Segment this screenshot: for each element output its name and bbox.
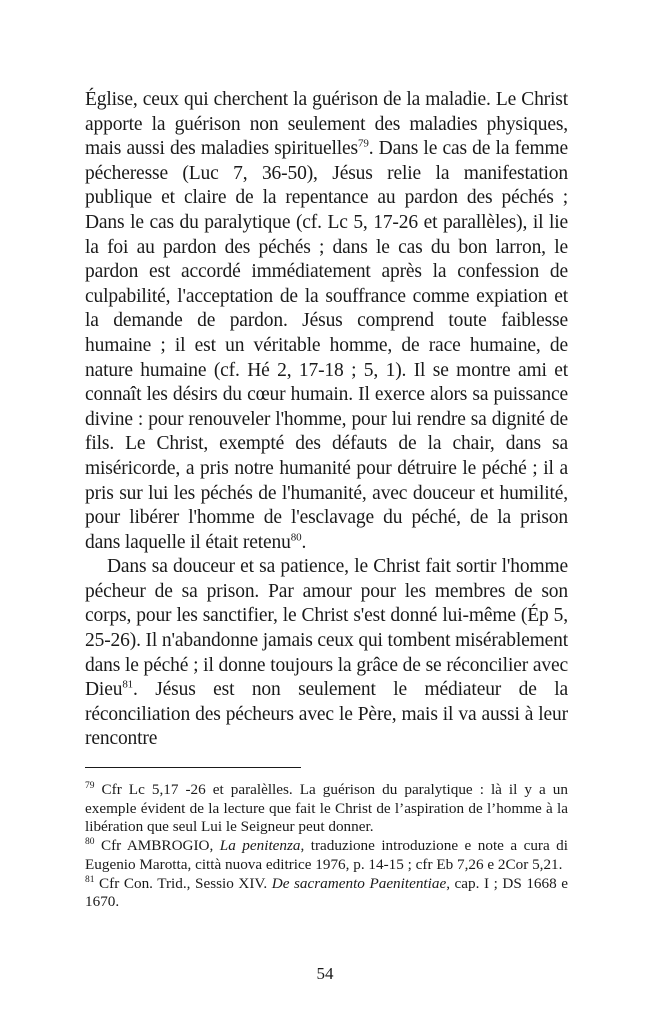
footnote-text-pre: Cfr Con. Trid., Sessio XIV.: [94, 874, 272, 892]
paragraph-1-text-c: .: [301, 531, 307, 553]
footnote-text-post: , traduzione introduzione e note a cura di Eugenio Marotta, città nuova editrice 1976, p. 14-15 ; cfr Eb 7,26 e 2Cor 5,21.: [85, 837, 568, 873]
footnotes: [85, 781, 568, 912]
footnote-ref-81: 81: [122, 678, 134, 691]
paragraph-1: [85, 88, 568, 555]
footnote-text-post: , cap. I ; DS 1668 e 1670.: [85, 874, 568, 911]
footnote-79: [85, 781, 568, 837]
page-number: 54: [316, 964, 334, 983]
footnote-number: 81: [85, 874, 95, 885]
footnote-81: [85, 875, 568, 912]
paragraph-2: [85, 555, 568, 752]
footnote-title: De sacramento Paenitentiae: [271, 874, 447, 892]
paragraph-1-text-a: Église, ceux qui cherchent la guérison de la maladie. Le Christ apporte la guérison non seulement des maladies physiques, mais aussi des maladies spirituelles: [85, 89, 568, 160]
footnote-separator: [85, 767, 301, 768]
paragraph-2-text-a: Dans sa douceur et sa patience, le Christ fait sortir l'homme pécheur de sa prison. Par amour pour les membres de son corps, pour les sanctifier, le Christ s'est donné lui-même (Ép 5, 25-26). Il n'abandonne jamais ceux qui tombent misérablement dans le péché ; il donne toujours la grâce de se réconcilier avec Dieu: [85, 556, 568, 701]
footnote-number: 79: [85, 780, 95, 791]
footnote-text: Cfr Lc 5,17 -26 et paralèlles. La guérison du paralytique : là il y a un exemple évident de la lecture que fait le Christ de l’aspiration de l’homme à la libération que seul Lui le Seigneur peut donner.: [85, 781, 568, 836]
footnote-80: [85, 837, 568, 874]
footnote-text-pre: Cfr AMBROGIO,: [94, 837, 220, 855]
main-text: [85, 88, 568, 752]
footnote-number: 80: [85, 837, 95, 848]
footnote-ref-79: 79: [357, 137, 369, 150]
paragraph-1-text-b: . Dans le cas de la femme pécheresse (Luc 7, 36-50), Jésus relie la manifestation publique et claire de la repentance au pardon des péchés ; Dans le cas du paralytique (cf. Lc 5, 17-26 et parallèles), il lie la foi au pardon des péchés ; dans le cas du bon larron, le pardon est accordé immédiatement après la confession de culpabilité, l'acceptation de la souffrance comme expiation et la demande de pardon. Jésus comprend toute faiblesse humaine ; il est un véritable homme, de race humaine, de nature humaine (cf. Hé 2, 17-18 ; 5, 1). Il se montre ami et connaît les désirs du cœur humain. Il exerce alors sa puissance divine : pour renouveler l'homme, pour lui rendre sa dignité de fils. Le Christ, exempté des défauts de la chair, dans sa miséricorde, a pris notre humanité pour détruire le péché ; il a pris sur lui les péchés de l'humanité, avec douceur et humilité, pour libérer l'homme de l'esclavage du péché, de la prison dans laquelle il était retenu: [85, 138, 568, 553]
paragraph-2-text-b: . Jésus est non seulement le médiateur de la réconciliation des pécheurs avec le Père, mais il va aussi à leur rencontre: [85, 679, 568, 750]
footnote-title: La penitenza: [219, 837, 301, 855]
footnote-ref-80: 80: [290, 531, 302, 544]
